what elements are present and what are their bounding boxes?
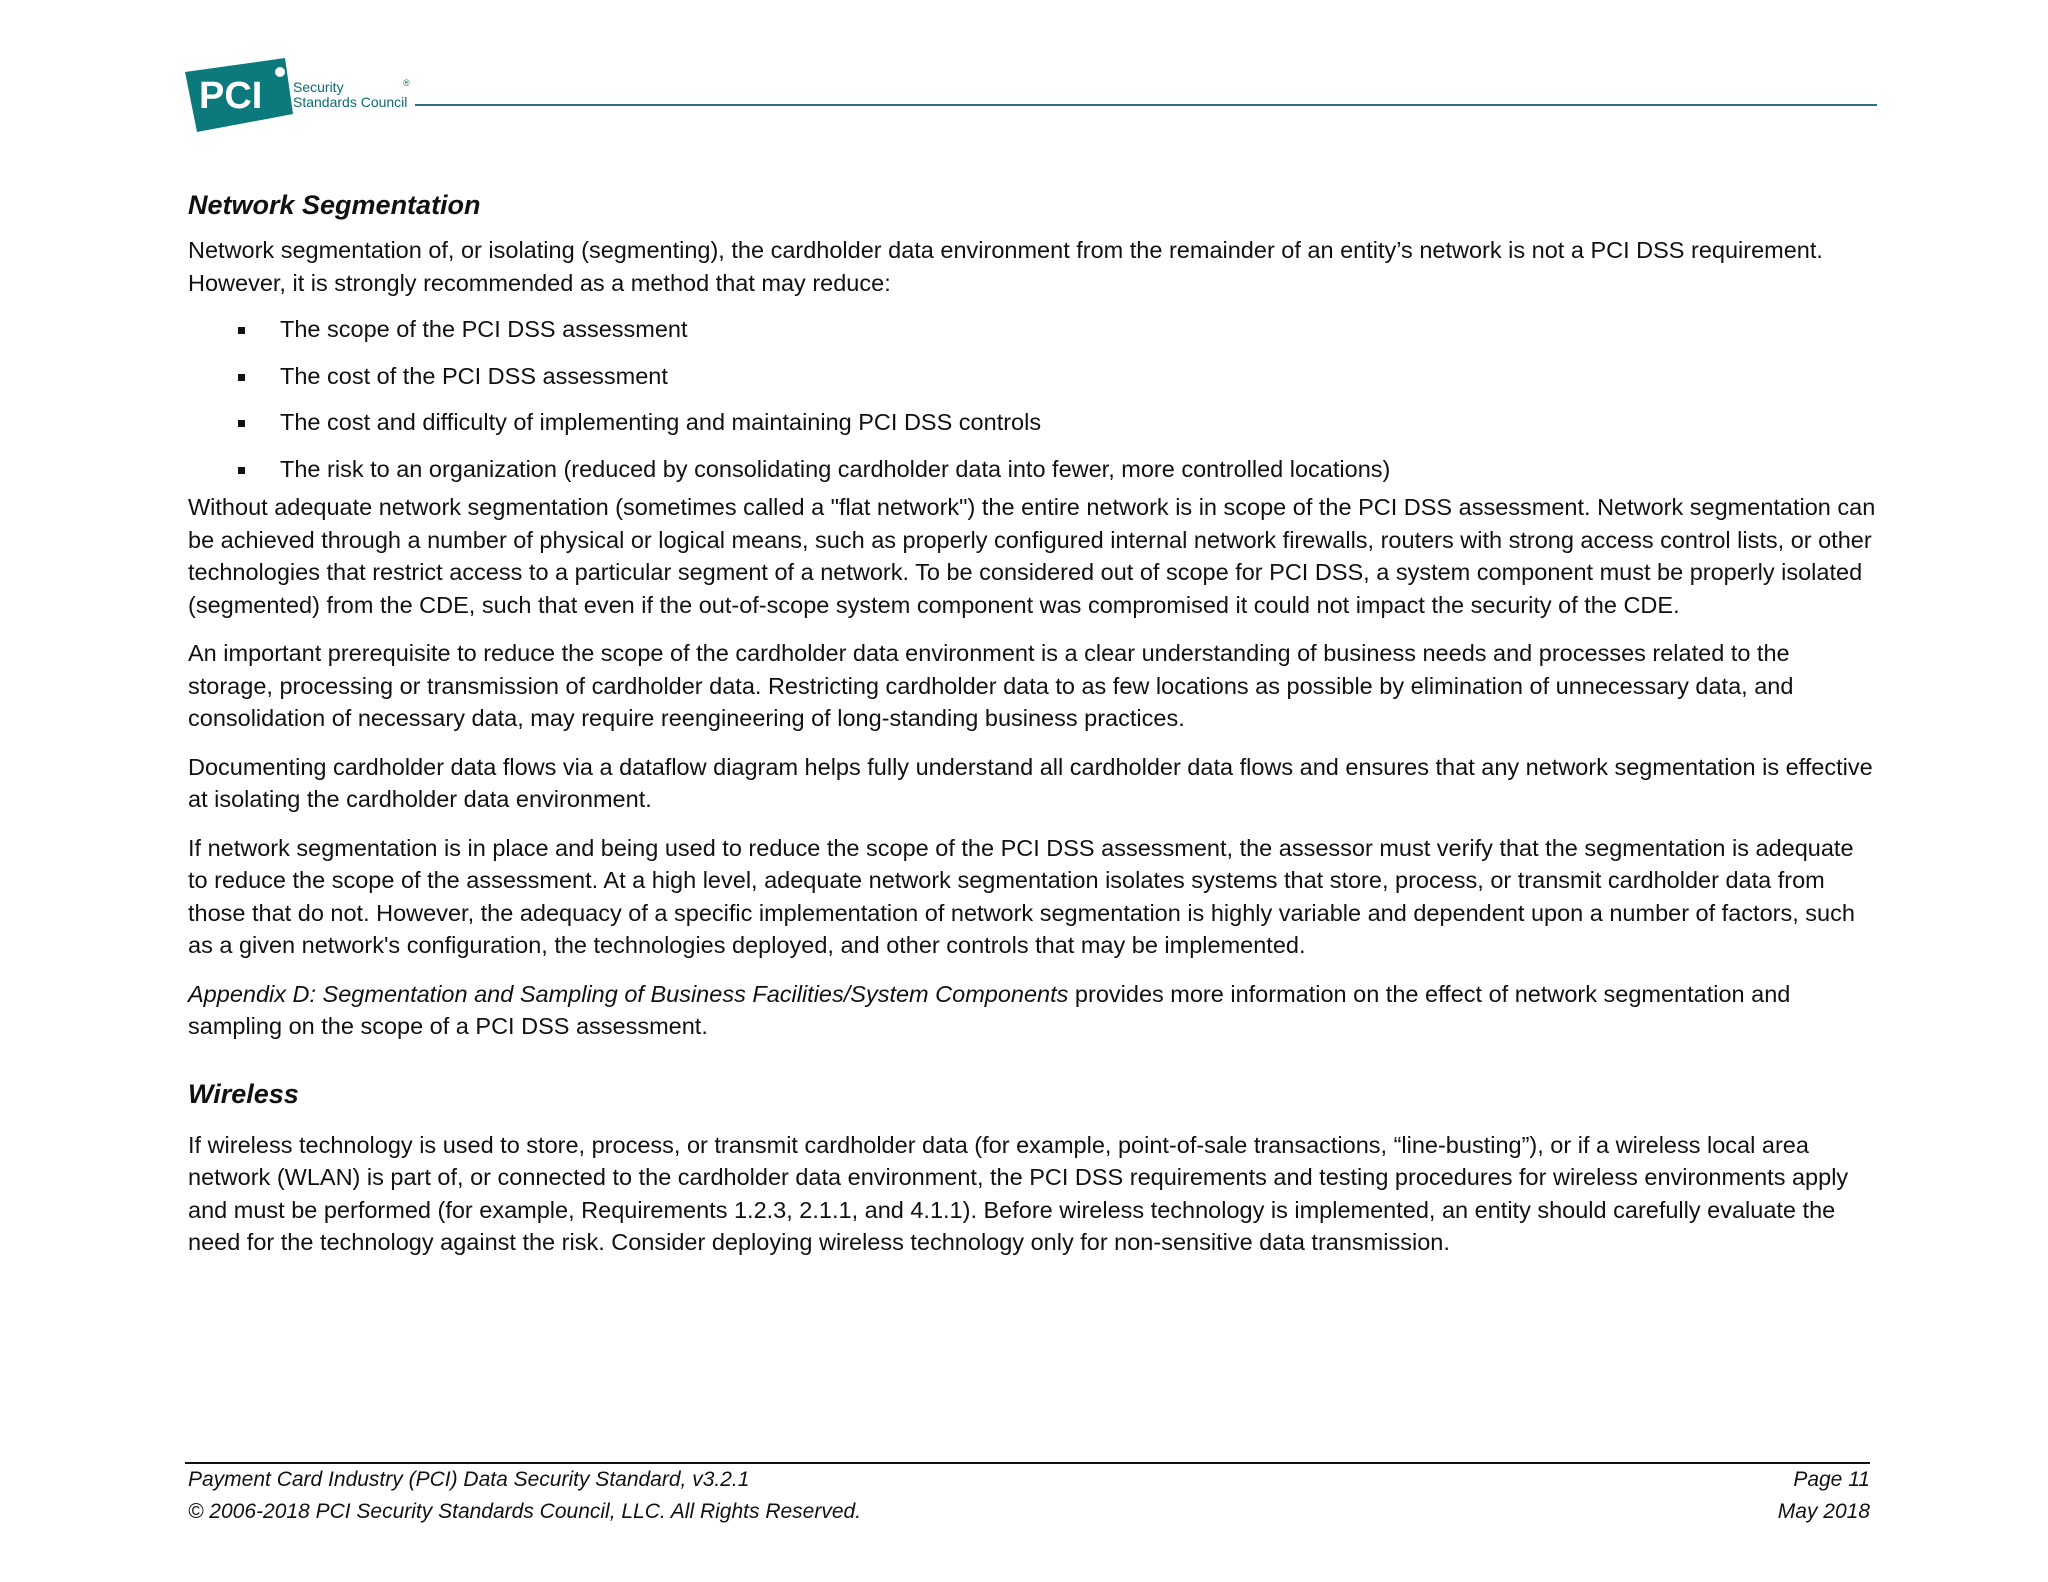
list-item — [188, 360, 1878, 393]
paragraph-appendix-d — [188, 978, 1878, 1043]
list-item-text: The risk to an organization (reduced by consolidating cardholder data into fewer, more controlled locations) — [280, 455, 1391, 482]
paragraph-wireless: If wireless technology is used to store, process, or transmit cardholder data (for example, point-of-sale transactions, “line-busting”), or if a wireless local area network (WLAN) is part of, or connected to the cardholder data environment, the PCI DSS requirements and testing procedures for wireless environments apply and must be performed (for example, Requirements 1.2.3, 2.1.1, and 4.1.1). Before wireless technology is implemented, an entity should carefully evaluate the need for the technology against the risk. Consider deploying wireless technology only for non-sensitive data transmission. — [188, 1131, 1849, 1255]
list-item-text: The cost and difficulty of implementing and maintaining PCI DSS controls — [280, 409, 1042, 435]
appendix-d-text: provides more information on the effect of network segmentation and sampling on the scope of a PCI DSS assessment. — [188, 980, 1791, 1039]
list-item-text: The scope of the PCI DSS assessment — [280, 316, 688, 342]
footer-row-2 — [185, 1496, 1870, 1528]
bullet-square-icon — [238, 420, 245, 427]
list-item-text: The cost of the PCI DSS assessment — [280, 362, 668, 389]
bullet-square-icon — [238, 327, 245, 334]
footer-page-number: Page 11 — [1793, 1468, 1870, 1491]
section-title-wireless: Wireless — [188, 1078, 299, 1109]
paragraph-flat-network: Without adequate network segmentation (sometimes called a "flat network") the entire network is in scope of the PCI DSS assessment. Network segmentation can be achieved through a number of physical or logical means, such as properly configured internal network firewalls, routers with strong access control lists, or other technologies that restrict access to a particular segment of a network. To be considered out of scope for PCI DSS, a system component must be properly isolated (segmented) from the CDE, such that even if the out-of-scope system component was compromised it could not impact the security of the CDE. — [188, 494, 1876, 618]
paragraph-assessor-verify: If network segmentation is in place and being used to reduce the scope of the PCI DSS assessment, the assessor must verify that the segmentation is adequate to reduce the scope of the assessment. At a high level, adequate network segmentation isolates systems that store, process, or transmit cardholder data from those that do not. However, the adequacy of a specific implementation of network segmentation is highly variable and dependent upon a number of factors, such as a given network's configuration, the technologies deployed, and other controls that may be implemented. — [188, 834, 1855, 958]
footer-copyright: © 2006-2018 PCI Security Standards Council, LLC. All Rights Reserved. — [188, 1500, 862, 1523]
page-header — [185, 58, 1885, 138]
page-footer — [185, 1462, 1870, 1528]
list-item — [188, 313, 1878, 346]
header-rule — [415, 104, 1877, 106]
svg-text:PCI: PCI — [199, 75, 263, 117]
registered-mark: ® — [403, 78, 410, 88]
footer-row-1 — [185, 1464, 1870, 1496]
paragraph-dataflow: Documenting cardholder data flows via a dataflow diagram helps fully understand all cardholder data flows and ensures that any network segmentation is effective at isolating the cardholder data environment. — [188, 753, 1873, 812]
paragraph-intro: Network segmentation of, or isolating (segmenting), the cardholder data environment from the remainder of an entity’s network is not a PCI DSS requirement. However, it is strongly recommended as a method that may reduce: — [188, 237, 1823, 296]
bullet-square-icon — [238, 467, 245, 474]
bullet-list — [188, 313, 1878, 485]
logo-wordmark — [293, 80, 407, 110]
document-body — [188, 188, 1878, 1259]
paragraph-prerequisite: An important prerequisite to reduce the scope of the cardholder data environment is a clear understanding of business needs and processes related to the storage, processing or transmission of cardholder data. Restricting cardholder data to as few locations as possible by elimination of unnecessary data, and consolidation of necessary data, may require reengineering of long-standing business practices. — [188, 640, 1794, 731]
logo-line-council: Standards Council — [293, 94, 408, 110]
bullet-square-icon — [238, 374, 245, 381]
footer-standard-title: Payment Card Industry (PCI) Data Security Standard, v3.2.1 — [188, 1468, 750, 1491]
list-item — [188, 406, 1878, 439]
footer-date: May 2018 — [1777, 1500, 1870, 1523]
appendix-d-reference: Appendix D: Segmentation and Sampling of Business Facilities/System Components — [188, 980, 1069, 1007]
logo-line-security: Security — [293, 79, 344, 95]
section-title-network-segmentation: Network Segmentation — [188, 190, 481, 220]
pci-logo — [185, 58, 425, 132]
pci-logo-mark — [185, 58, 295, 132]
list-item — [188, 453, 1878, 486]
